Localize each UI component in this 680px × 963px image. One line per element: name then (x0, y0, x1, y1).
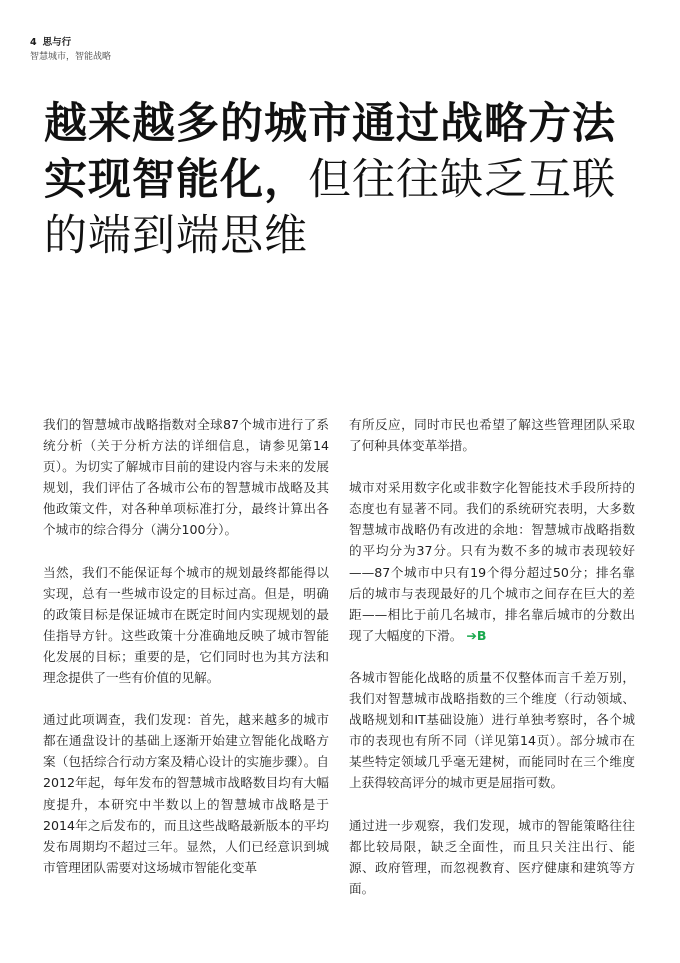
body-paragraph: 通过进一步观察，我们发现，城市的智能策略往往都比较局限，缺乏全面性，而且只关注出行、能源、政府管理，而忽视教育、医疗健康和建筑等方面。 (349, 817, 635, 896)
body-paragraph (349, 477, 635, 646)
body-paragraph-text: 城市对采用数字化或非数字化智能技术手段所持的态度也有显著不同。我们的系统研究表明，大多数智慧城市战略仍有改进的余地：智慧城市战略指数的平均分为37分。只有为数不多的城市表现较好——87个城市中只有19个得分超过50分；排名靠后的城市与表现最好的几个城市之间存在巨大的差距——相比于前几名城市，排名靠后城市的分数出现了大幅度的下滑。 (349, 480, 635, 643)
body-paragraph: 通过此项调查，我们发现：首先，越来越多的城市都在通盘设计的基础上逐渐开始建立智能化战略方案（包括综合行动方案及精心设计的实施步骤）。自2012年起，每年发布的智慧城市战略数目均有大幅度提升，本研究中半数以上的智慧城市战略是于2014年之后发布的，而且这些战略最新版本的平均发布周期均不超过三年。显然，人们已经意识到城市管理团队需要对这场城市智能化变革 (43, 712, 329, 875)
headline-light: 但往往缺乏互联的端到端思维 (44, 155, 616, 261)
page-number: 4 (30, 37, 37, 48)
headline-bold: 越来越多的城市通过战略方法实现智能化， (44, 99, 616, 205)
body-paragraph: 有所反应，同时市民也希望了解这些管理团队采取了何种具体变革举措。 (349, 417, 635, 454)
body-paragraph: 当然，我们不能保证每个城市的规划最终都能得以实现，总有一些城市设定的目标过高。但是，明确的政策目标是保证城市在既定时间内实现规划的最佳指导方针。这些政策十分准确地反映了城市智能化发展的目标；重要的是，它们同时也为其方法和理念提供了一些有价值的见解。 (43, 564, 329, 686)
reference-link[interactable]: ➔B (466, 627, 487, 643)
headline (44, 96, 654, 264)
header-line (30, 36, 111, 50)
section-title: 智慧城市，智能战略 (30, 52, 112, 62)
body-paragraph: 我们的智慧城市战略指数对全球87个城市进行了系统分析（关于分析方法的详细信息，请参见第14页）。为切实了解城市目前的建设内容与未来的发展规划，我们评估了各城市公布的智慧城市战略及其他政策文件，对各种单项标准打分，最终计算出各个城市的综合得分（满分100分）。 (43, 417, 329, 538)
page-header (30, 36, 111, 64)
right-column (349, 414, 635, 920)
left-column (43, 414, 329, 899)
publication-name: 思与行 (42, 37, 72, 48)
body-paragraph: 各城市智能化战略的质量不仅整体而言千差万别，我们对智慧城市战略指数的三个维度（行动领域、战略规划和IT基础设施）进行单独考察时，各个城市的表现也有所不同（详见第14页）。部分城市在某些特定领域几乎毫无建树，而能同时在三个维度上获得较高评分的城市更是屈指可数。 (349, 669, 635, 791)
